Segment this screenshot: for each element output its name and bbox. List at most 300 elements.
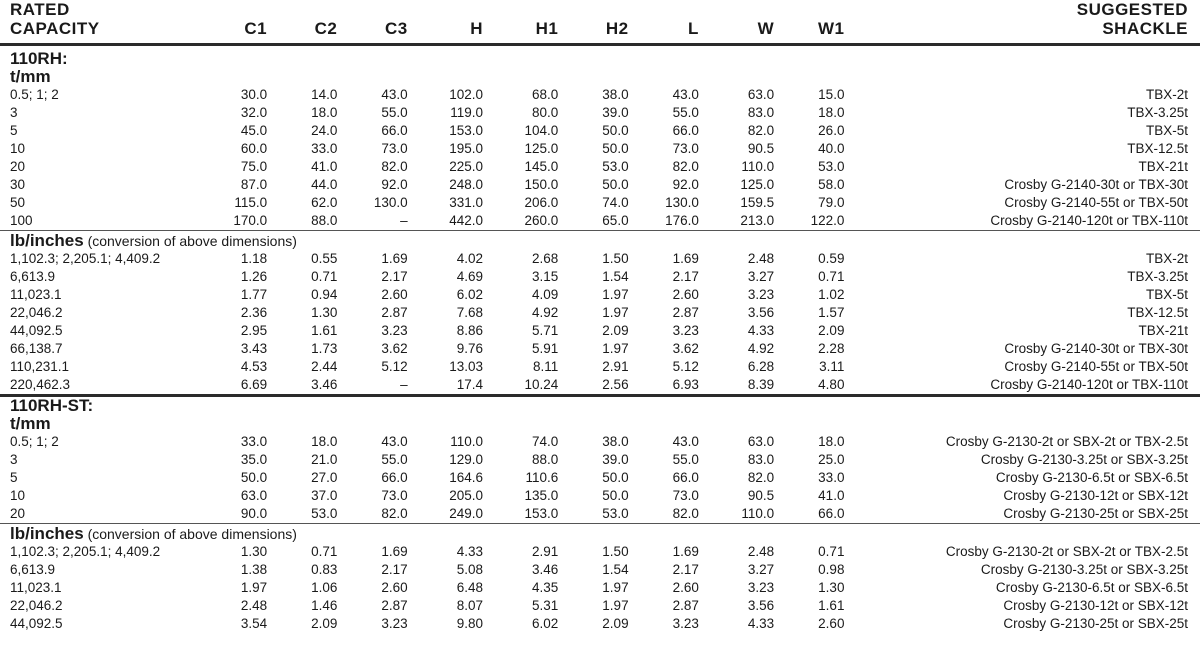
cell-capacity: 3 — [10, 452, 18, 467]
cell-h2: 1.50 — [602, 544, 629, 559]
cell-c3: 2.60 — [381, 287, 408, 302]
cell-l: 2.17 — [672, 562, 699, 577]
cell-w1: 3.11 — [819, 359, 845, 374]
cell-h: 110.0 — [450, 434, 483, 449]
table-row — [0, 451, 1200, 469]
cell-w: 110.0 — [741, 159, 775, 174]
cell-c2: 88.0 — [311, 213, 338, 228]
cell-c2: 2.44 — [311, 359, 338, 374]
column-header-c3: C3 — [384, 19, 408, 38]
unit-header — [0, 231, 1200, 251]
cell-w1: 1.61 — [818, 598, 845, 613]
cell-c1: 1.97 — [240, 580, 268, 595]
cell-c2: 3.46 — [311, 377, 338, 392]
cell-capacity: 22,046.2 — [10, 598, 63, 613]
cell-shackle: Crosby G-2140-30t or TBX-30t — [1004, 177, 1188, 192]
unit-label: t/mm — [10, 414, 51, 433]
rated-capacity-line2: CAPACITY — [10, 19, 100, 38]
cell-shackle: TBX-12.5t — [1127, 305, 1188, 320]
cell-shackle: Crosby G-2130-2t or SBX-2t or TBX-2.5t — [945, 434, 1188, 449]
table-row — [0, 268, 1200, 286]
cell-c3: 82.0 — [381, 159, 408, 174]
cell-h: 119.0 — [450, 105, 483, 120]
cell-l: 2.60 — [672, 287, 699, 302]
cell-l: 2.17 — [672, 269, 699, 284]
cell-shackle: Crosby G-2140-120t or TBX-110t — [990, 377, 1188, 392]
cell-c1: 1.77 — [240, 287, 268, 302]
cell-capacity: 5 — [10, 123, 18, 138]
cell-w: 63.0 — [747, 87, 775, 102]
cell-w1: 1.57 — [818, 305, 845, 320]
cell-c1: 6.69 — [240, 377, 268, 392]
cell-h2: 50.0 — [602, 177, 629, 192]
cell-capacity: 66,138.7 — [10, 341, 63, 356]
cell-c3: 3.62 — [381, 341, 408, 356]
cell-h: 8.07 — [456, 598, 483, 613]
cell-w1: 0.59 — [818, 251, 845, 266]
cell-l: 1.69 — [672, 251, 699, 266]
column-header-w1: W1 — [817, 19, 845, 38]
table-row — [0, 433, 1200, 451]
cell-h1: 4.35 — [532, 580, 559, 595]
cell-h: 13.03 — [449, 359, 483, 374]
cell-h2: 1.97 — [602, 598, 629, 613]
cell-l: 66.0 — [672, 470, 699, 485]
cell-h: 248.0 — [449, 177, 483, 192]
cell-w1: 25.0 — [818, 452, 845, 467]
table-row — [0, 340, 1200, 358]
cell-h1: 5.71 — [532, 323, 559, 338]
cell-h1: 2.68 — [532, 251, 559, 266]
cell-h1: 6.02 — [532, 616, 559, 631]
cell-c2: 1.61 — [311, 323, 338, 338]
cell-w1: 0.98 — [818, 562, 845, 577]
cell-h: 8.86 — [456, 323, 483, 338]
cell-shackle: TBX-2t — [1145, 251, 1188, 266]
cell-h: 205.0 — [449, 488, 483, 503]
cell-c1: 60.0 — [240, 141, 268, 156]
cell-c1: 30.0 — [240, 87, 268, 102]
table-row — [0, 487, 1200, 505]
cell-c1: 3.54 — [240, 616, 268, 631]
cell-shackle: TBX-21t — [1138, 159, 1188, 174]
cell-c3: – — [400, 377, 408, 392]
cell-h2: 1.97 — [602, 341, 629, 356]
cell-h: 129.0 — [449, 452, 483, 467]
cell-c3: 43.0 — [381, 87, 408, 102]
cell-c1: 35.0 — [240, 452, 268, 467]
cell-l: 3.23 — [672, 616, 699, 631]
cell-shackle: Crosby G-2130-12t or SBX-12t — [1003, 598, 1188, 613]
cell-shackle: Crosby G-2130-25t or SBX-25t — [1003, 616, 1188, 631]
table-row — [0, 194, 1200, 212]
cell-capacity: 100 — [10, 213, 33, 228]
cell-l: 73.0 — [672, 141, 699, 156]
cell-l: 2.60 — [672, 580, 699, 595]
cell-shackle: Crosby G-2130-6.5t or SBX-6.5t — [995, 580, 1188, 595]
cell-capacity: 10 — [10, 488, 26, 503]
cell-h1: 5.31 — [532, 598, 559, 613]
cell-l: 130.0 — [665, 195, 699, 210]
cell-h1: 3.46 — [532, 562, 559, 577]
cell-l: 2.87 — [672, 305, 699, 320]
cell-h2: 2.09 — [602, 323, 629, 338]
cell-c1: 2.48 — [240, 598, 268, 613]
cell-l: 73.0 — [672, 488, 699, 503]
cell-c1: 50.0 — [240, 470, 268, 485]
cell-c2: 1.46 — [311, 598, 338, 613]
column-header-w: W — [757, 19, 775, 38]
cell-l: 176.0 — [665, 213, 699, 228]
cell-c3: 3.23 — [381, 323, 408, 338]
cell-w: 83.0 — [747, 105, 775, 120]
cell-w1: 1.30 — [818, 580, 845, 595]
cell-c1: 45.0 — [240, 123, 268, 138]
cell-w: 3.23 — [747, 287, 775, 302]
cell-h2: 50.0 — [602, 141, 629, 156]
cell-w: 4.92 — [747, 341, 775, 356]
table-row — [0, 579, 1200, 597]
cell-c2: 27.0 — [311, 470, 338, 485]
cell-h2: 38.0 — [602, 434, 629, 449]
cell-l: 82.0 — [672, 159, 699, 174]
cell-w1: 41.0 — [818, 488, 845, 503]
cell-h2: 2.09 — [602, 616, 629, 631]
cell-h2: 1.97 — [602, 287, 629, 302]
cell-h2: 2.56 — [602, 377, 629, 392]
cell-c2: 37.0 — [311, 488, 338, 503]
section-title-row — [0, 45, 1200, 68]
cell-l: 43.0 — [672, 87, 699, 102]
cell-l: 3.62 — [672, 341, 699, 356]
unit-header — [0, 414, 1200, 433]
cell-h2: 39.0 — [602, 452, 629, 467]
table-row — [0, 358, 1200, 376]
cell-w: 2.48 — [747, 544, 775, 559]
cell-w1: 0.71 — [818, 269, 845, 284]
unit-label: lb/inches — [10, 523, 84, 543]
cell-h: 331.0 — [449, 195, 483, 210]
cell-c2: 1.73 — [311, 341, 338, 356]
cell-h: 17.4 — [456, 377, 483, 392]
unit-header-row — [0, 231, 1200, 251]
cell-c3: 55.0 — [381, 105, 408, 120]
rated-capacity-header — [0, 0, 201, 45]
cell-w: 90.5 — [747, 488, 775, 503]
cell-w: 90.5 — [747, 141, 775, 156]
column-header-h2: H2 — [605, 19, 629, 38]
cell-capacity: 1,102.3; 2,205.1; 4,409.2 — [10, 544, 161, 559]
cell-h: 4.02 — [456, 251, 483, 266]
cell-shackle: TBX-3.25t — [1127, 269, 1188, 284]
cell-capacity: 0.5; 1; 2 — [10, 434, 59, 449]
cell-c3: 2.17 — [381, 562, 408, 577]
cell-h2: 50.0 — [602, 123, 629, 138]
cell-w: 82.0 — [747, 123, 775, 138]
cell-w: 3.56 — [747, 598, 775, 613]
cell-w1: 2.09 — [818, 323, 845, 338]
unit-header-row — [0, 524, 1200, 544]
cell-w1: 58.0 — [818, 177, 845, 192]
unit-label: t/mm — [10, 67, 51, 86]
cell-shackle: TBX-12.5t — [1127, 141, 1188, 156]
cell-c2: 24.0 — [311, 123, 338, 138]
cell-w1: 2.60 — [818, 616, 845, 631]
cell-c2: 0.55 — [311, 251, 338, 266]
cell-c1: 115.0 — [234, 195, 268, 210]
cell-h2: 39.0 — [602, 105, 629, 120]
cell-capacity: 6,613.9 — [10, 269, 56, 284]
cell-shackle: TBX-3.25t — [1127, 105, 1188, 120]
rated-capacity-line1: RATED — [10, 0, 70, 19]
cell-shackle: Crosby G-2130-25t or SBX-25t — [1003, 506, 1188, 521]
cell-capacity: 11,023.1 — [10, 580, 62, 595]
cell-h: 249.0 — [449, 506, 483, 521]
cell-h: 4.69 — [456, 269, 483, 284]
cell-w: 3.23 — [747, 580, 775, 595]
cell-c2: 14.0 — [311, 87, 338, 102]
cell-c3: – — [400, 213, 408, 228]
cell-h: 6.02 — [456, 287, 483, 302]
cell-c2: 53.0 — [311, 506, 338, 521]
cell-w: 4.33 — [747, 323, 775, 338]
cell-w1: 2.28 — [818, 341, 845, 356]
column-header-h1: H1 — [535, 19, 559, 38]
cell-h2: 65.0 — [602, 213, 629, 228]
cell-h2: 53.0 — [602, 506, 629, 521]
unit-header — [0, 524, 1200, 544]
table-row — [0, 597, 1200, 615]
table-row — [0, 469, 1200, 487]
cell-w1: 15.0 — [818, 87, 845, 102]
cell-capacity: 1,102.3; 2,205.1; 4,409.2 — [10, 251, 161, 266]
cell-w: 6.28 — [747, 359, 775, 374]
cell-w: 110.0 — [741, 506, 775, 521]
cell-h2: 1.97 — [602, 580, 629, 595]
cell-h1: 153.0 — [524, 506, 559, 521]
cell-w: 125.0 — [740, 177, 775, 192]
cell-shackle: Crosby G-2130-2t or SBX-2t or TBX-2.5t — [945, 544, 1188, 559]
cell-w1: 4.80 — [818, 377, 845, 392]
cell-h: 6.48 — [456, 580, 483, 595]
cell-h: 225.0 — [449, 159, 483, 174]
cell-shackle: Crosby G-2130-3.25t or SBX-3.25t — [980, 562, 1188, 577]
cell-h1: 110.6 — [525, 470, 559, 485]
cell-c1: 32.0 — [240, 105, 268, 120]
cell-l: 1.69 — [672, 544, 699, 559]
cell-shackle: Crosby G-2130-12t or SBX-12t — [1003, 488, 1188, 503]
table-header — [0, 0, 1200, 45]
cell-h1: 104.0 — [524, 123, 559, 138]
cell-c1: 1.38 — [240, 562, 268, 577]
section-title-row — [0, 396, 1200, 415]
cell-c1: 75.0 — [240, 159, 268, 174]
cell-c3: 66.0 — [381, 470, 408, 485]
cell-c1: 33.0 — [240, 434, 268, 449]
column-header-c2: C2 — [314, 19, 338, 38]
cell-c3: 66.0 — [381, 123, 408, 138]
cell-h2: 74.0 — [602, 195, 629, 210]
cell-c2: 0.83 — [311, 562, 338, 577]
cell-h1: 8.11 — [533, 359, 559, 374]
cell-h1: 3.15 — [532, 269, 559, 284]
cell-h: 442.0 — [449, 213, 483, 228]
cell-c1: 2.36 — [240, 305, 268, 320]
cell-w: 63.0 — [747, 434, 775, 449]
cell-c3: 43.0 — [381, 434, 408, 449]
suggested-shackle-line1: SUGGESTED — [1076, 0, 1188, 19]
cell-c3: 1.69 — [381, 544, 408, 559]
cell-shackle: Crosby G-2140-55t or TBX-50t — [1004, 195, 1188, 210]
cell-h1: 88.0 — [532, 452, 559, 467]
cell-h1: 125.0 — [524, 141, 559, 156]
cell-shackle: Crosby G-2130-6.5t or SBX-6.5t — [995, 470, 1188, 485]
cell-c2: 0.71 — [311, 269, 338, 284]
cell-w1: 122.0 — [810, 213, 845, 228]
cell-shackle: TBX-5t — [1145, 123, 1188, 138]
table-row — [0, 286, 1200, 304]
cell-h2: 1.50 — [602, 251, 629, 266]
cell-w1: 40.0 — [818, 141, 845, 156]
table-row — [0, 376, 1200, 396]
cell-capacity: 220,462.3 — [10, 377, 71, 392]
cell-shackle: Crosby G-2140-30t or TBX-30t — [1004, 341, 1188, 356]
cell-c3: 73.0 — [381, 488, 408, 503]
table-row — [0, 86, 1200, 104]
cell-h1: 4.92 — [532, 305, 559, 320]
cell-c3: 73.0 — [381, 141, 408, 156]
table-row — [0, 250, 1200, 268]
cell-c2: 2.09 — [311, 616, 338, 631]
table-row — [0, 212, 1200, 231]
column-header-c1: C1 — [244, 19, 268, 38]
cell-w: 159.5 — [740, 195, 775, 210]
cell-c2: 18.0 — [311, 105, 338, 120]
cell-c3: 130.0 — [373, 195, 408, 210]
cell-shackle: TBX-21t — [1138, 323, 1188, 338]
cell-c2: 0.71 — [311, 544, 338, 559]
cell-c1: 90.0 — [240, 506, 268, 521]
cell-h1: 135.0 — [524, 488, 559, 503]
cell-w: 213.0 — [740, 213, 775, 228]
cell-w: 82.0 — [747, 470, 775, 485]
cell-capacity: 20 — [10, 159, 26, 174]
cell-w1: 53.0 — [818, 159, 845, 174]
cell-w1: 79.0 — [818, 195, 845, 210]
cell-capacity: 10 — [10, 141, 26, 156]
table-body — [0, 45, 1200, 634]
cell-shackle: Crosby G-2130-3.25t or SBX-3.25t — [980, 452, 1188, 467]
cell-c2: 21.0 — [311, 452, 338, 467]
table-row — [0, 304, 1200, 322]
cell-h: 153.0 — [449, 123, 483, 138]
cell-c1: 63.0 — [240, 488, 268, 503]
cell-h1: 10.24 — [524, 377, 559, 392]
cell-capacity: 20 — [10, 506, 26, 521]
cell-shackle: Crosby G-2140-120t or TBX-110t — [990, 213, 1188, 228]
cell-h2: 1.54 — [602, 269, 629, 284]
cell-c3: 55.0 — [381, 452, 408, 467]
cell-c1: 2.95 — [240, 323, 268, 338]
cell-capacity: 3 — [10, 105, 18, 120]
cell-h2: 38.0 — [602, 87, 629, 102]
cell-c2: 62.0 — [311, 195, 338, 210]
cell-c3: 2.17 — [381, 269, 408, 284]
cell-c3: 82.0 — [381, 506, 408, 521]
cell-h1: 2.91 — [532, 544, 559, 559]
cell-w1: 1.02 — [818, 287, 845, 302]
cell-h: 102.0 — [449, 87, 483, 102]
cell-l: 6.93 — [672, 377, 699, 392]
cell-c2: 18.0 — [311, 434, 338, 449]
cell-shackle: TBX-2t — [1145, 87, 1188, 102]
table-row — [0, 140, 1200, 158]
cell-c2: 0.94 — [311, 287, 338, 302]
cell-h2: 53.0 — [602, 159, 629, 174]
section-title: 110RH: — [10, 49, 68, 67]
cell-h1: 4.09 — [532, 287, 559, 302]
cell-capacity: 30 — [10, 177, 26, 192]
cell-w1: 66.0 — [818, 506, 845, 521]
cell-c2: 1.30 — [311, 305, 338, 320]
cell-h: 9.80 — [456, 616, 483, 631]
unit-note: (conversion of above dimensions) — [83, 525, 297, 542]
cell-c2: 33.0 — [311, 141, 338, 156]
table-row — [0, 176, 1200, 194]
cell-h1: 80.0 — [532, 105, 559, 120]
cell-h1: 145.0 — [524, 159, 559, 174]
cell-capacity: 11,023.1 — [10, 287, 62, 302]
cell-capacity: 44,092.5 — [10, 323, 63, 338]
table-row — [0, 561, 1200, 579]
cell-w1: 33.0 — [818, 470, 845, 485]
cell-capacity: 6,613.9 — [10, 562, 56, 577]
cell-c1: 4.53 — [240, 359, 268, 374]
cell-shackle: TBX-5t — [1145, 287, 1188, 302]
suggested-shackle-line2: SHACKLE — [1102, 19, 1188, 38]
cell-w: 4.33 — [747, 616, 775, 631]
table-row — [0, 543, 1200, 561]
cell-h1: 68.0 — [532, 87, 559, 102]
cell-h1: 260.0 — [524, 213, 559, 228]
cell-l: 5.12 — [672, 359, 699, 374]
cell-l: 82.0 — [672, 506, 699, 521]
suggested-shackle-header — [848, 0, 1200, 45]
cell-h1: 5.91 — [532, 341, 559, 356]
cell-h1: 74.0 — [532, 434, 559, 449]
cell-h2: 1.54 — [602, 562, 629, 577]
cell-c1: 87.0 — [240, 177, 268, 192]
cell-w1: 26.0 — [818, 123, 845, 138]
cell-c1: 1.18 — [240, 251, 268, 266]
cell-c1: 170.0 — [233, 213, 268, 228]
cell-c3: 5.12 — [381, 359, 408, 374]
cell-h: 4.33 — [456, 544, 483, 559]
cell-c3: 2.87 — [381, 598, 408, 613]
cell-l: 66.0 — [672, 123, 699, 138]
cell-capacity: 110,231.1 — [10, 359, 70, 374]
cell-h: 195.0 — [449, 141, 483, 156]
unit-header-row — [0, 414, 1200, 433]
cell-h2: 1.97 — [602, 305, 629, 320]
cell-h2: 2.91 — [602, 359, 629, 374]
section-title: 110RH-ST: — [10, 396, 94, 414]
cell-c2: 44.0 — [311, 177, 338, 192]
cell-c3: 92.0 — [381, 177, 408, 192]
cell-w: 8.39 — [747, 377, 775, 392]
cell-capacity: 5 — [10, 470, 18, 485]
cell-l: 2.87 — [672, 598, 699, 613]
